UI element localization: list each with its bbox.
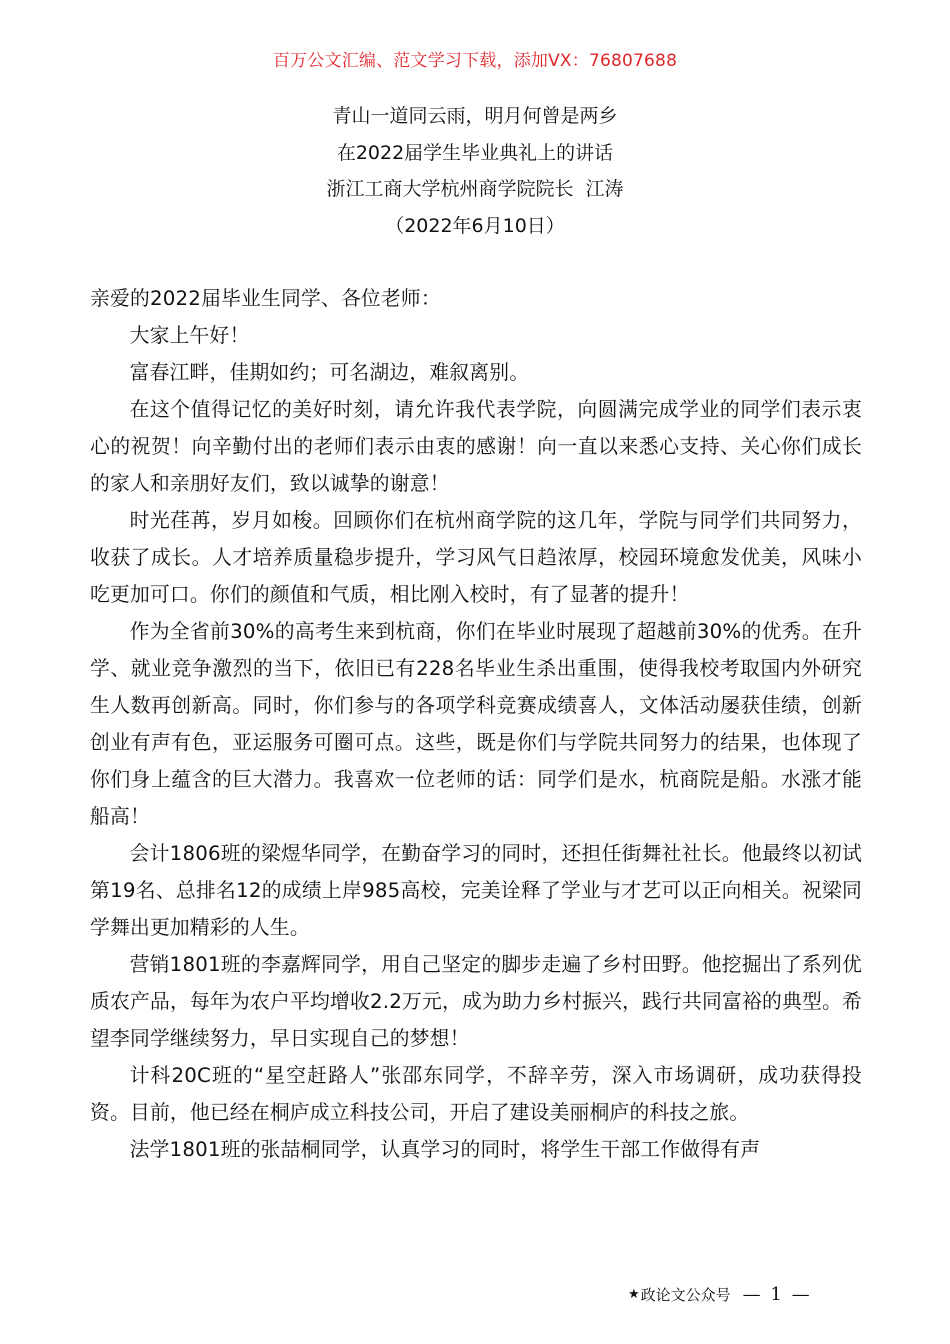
paragraph-reflection: 时光荏苒，岁月如梭。回顾你们在杭州商学院的这几年，学院与同学们共同努力，收获了成长。人才培养质量稳步提升，学习风气日趋浓厚，校园环境愈发优美，风味小吃更加可口。你们的颜值和气质，相比刚入校时，有了显著的提升！ [90,509,862,606]
paragraph-student-li: 营销1801班的李嘉辉同学，用自己坚定的脚步走遍了乡村田野。他挖掘出了系列优质农产品，每年为农户平均增收2.2万元，成为助力乡村振兴，践行共同富裕的典型。希望李同学继续努力，早日实现自己的梦想！ [90,953,862,1050]
watermark-banner: 百万公文汇编、范文学习下载，添加VX：76807688 [272,51,678,71]
salutation: 亲爱的2022届毕业生同学、各位老师： [90,287,441,310]
paragraph-student-liang: 会计1806班的梁煜华同学，在勤奋学习的同时，还担任街舞社社长。他最终以初试第19名、总排名12的成绩上岸985高校，完美诠释了学业与才艺可以正向相关。祝梁同学舞出更加精彩的人生。 [90,842,862,939]
paragraph-achievements: 作为全省前30%的高考生来到杭商，你们在毕业时展现了超越前30%的优秀。在升学、就业竞争激烈的当下，依旧已有228名毕业生杀出重围，使得我校考取国内外研究生人数再创新高。同时，你们参与的各项学科竞赛成绩喜人，文体活动屡获佳绩，创新创业有声有色，亚运服务可圈可点。这些，既是你们与学院共同努力的结果，也体现了你们身上蕴含的巨大潜力。我喜欢一位老师的话：同学们是水，杭商院是船。水涨才能船高！ [90,620,862,828]
speech-date: （2022年6月10日） [385,214,565,237]
speech-title: 青山一道同云雨，明月何曾是两乡 [332,105,618,127]
paragraph-thanks: 在这个值得记忆的美好时刻，请允许我代表学院，向圆满完成学业的同学们表示衷心的祝贺！向辛勤付出的老师们表示由衷的感谢！向一直以来悉心支持、关心你们成长的家人和亲朋好友们，致以诚挚的谢意！ [90,398,862,495]
paragraph-student-zhang-shaodong: 计科20C班的“星空赶路人”张邵东同学，不辞辛劳，深入市场调研，成功获得投资。目前，他已经在桐庐成立科技公司，开启了建设美丽桐庐的科技之旅。 [90,1064,862,1124]
footer-source: 政论文公众号 [640,1286,731,1304]
paragraph-student-zhang-zhetong: 法学1801班的张喆桐同学，认真学习的同时，将学生干部工作做得有声 [129,1138,761,1161]
paragraph-opening: 富春江畔，佳期如约；可名湖边，难叙离别。 [129,361,530,384]
speech-subtitle: 在2022届学生毕业典礼上的讲话 [336,141,614,164]
page-footer [628,1284,812,1305]
speaker-line: 浙江工商大学杭州商学院院长 江涛 [326,178,624,200]
paragraph-greeting: 大家上午好！ [129,324,250,347]
page-number: — 1 — [742,1284,812,1305]
title-block [0,98,950,244]
star-icon: ★ [628,1287,640,1302]
speech-body [90,280,862,1168]
